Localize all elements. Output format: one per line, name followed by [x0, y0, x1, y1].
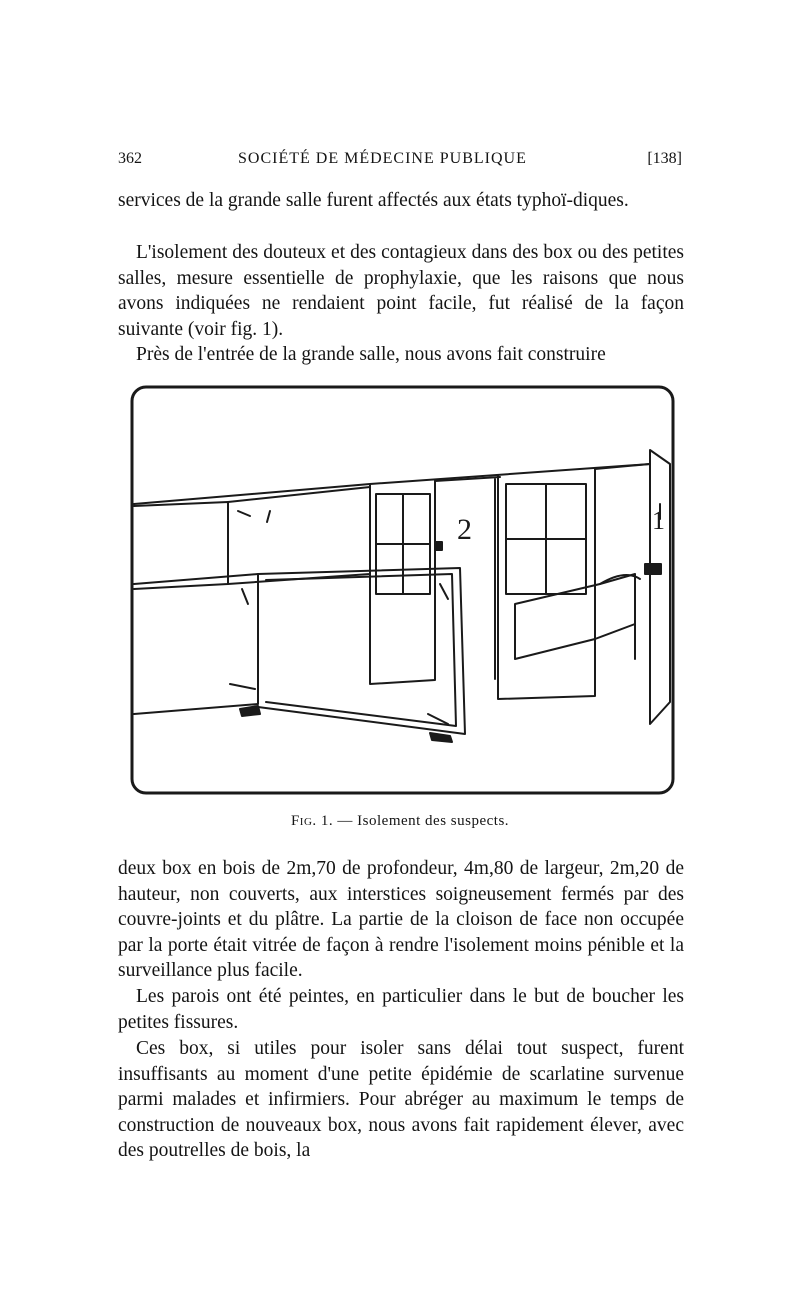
paragraph-2: L'isolement des douteux et des contagieux dans des box ou des petites salles, mesure essentielle de prophylaxie, que les raisons que nous avons indiquées ne rendaient point facile, fut réalisé de la façon suivante (voir fig. 1).: [118, 242, 684, 340]
running-header: [118, 150, 682, 172]
paragraph-4: deux box en bois de 2m,70 de profondeur, 4m,80 de largeur, 2m,20 de hauteur, non couverts, aux interstices soigneusement fermés par des couvre-joints et du plâtre. La partie de la cloison de face non occupée par la porte était vitrée de façon à rendre l'isolement moins pénible et la surveillance plus facile.: [118, 858, 684, 982]
paragraph-1: services de la grande salle furent affectés aux états typhoï-diques.: [118, 190, 629, 211]
page-number: 362: [118, 150, 142, 167]
figure-caption: [0, 813, 800, 830]
paragraph-6: Ces box, si utiles pour isoler sans délai tout suspect, furent insuffisants au moment d'une petite épidémie de scarlatine survenue parmi malades et infirmiers. Pour abréger au maximum le temps de construction de nouveaux box, nous avons fait rapidement élever, avec des poutrelles de bois, la: [118, 1038, 684, 1162]
bracket-number: [138]: [647, 150, 682, 167]
paragraph-5: Les parois ont été peintes, en particulier dans le but de boucher les petites fissures.: [118, 986, 684, 1033]
figure-illustration: [130, 384, 675, 796]
paragraph-3: Près de l'entrée de la grande salle, nous avons fait construire: [136, 344, 606, 365]
figure-caption-text: — Isolement des suspects.: [337, 813, 510, 829]
running-title: SOCIÉTÉ DE MÉDECINE PUBLIQUE: [238, 150, 527, 167]
box-number-1: 1: [652, 506, 665, 535]
box-number-2: 2: [457, 513, 472, 546]
figure-label: Fig. 1.: [290, 813, 334, 829]
